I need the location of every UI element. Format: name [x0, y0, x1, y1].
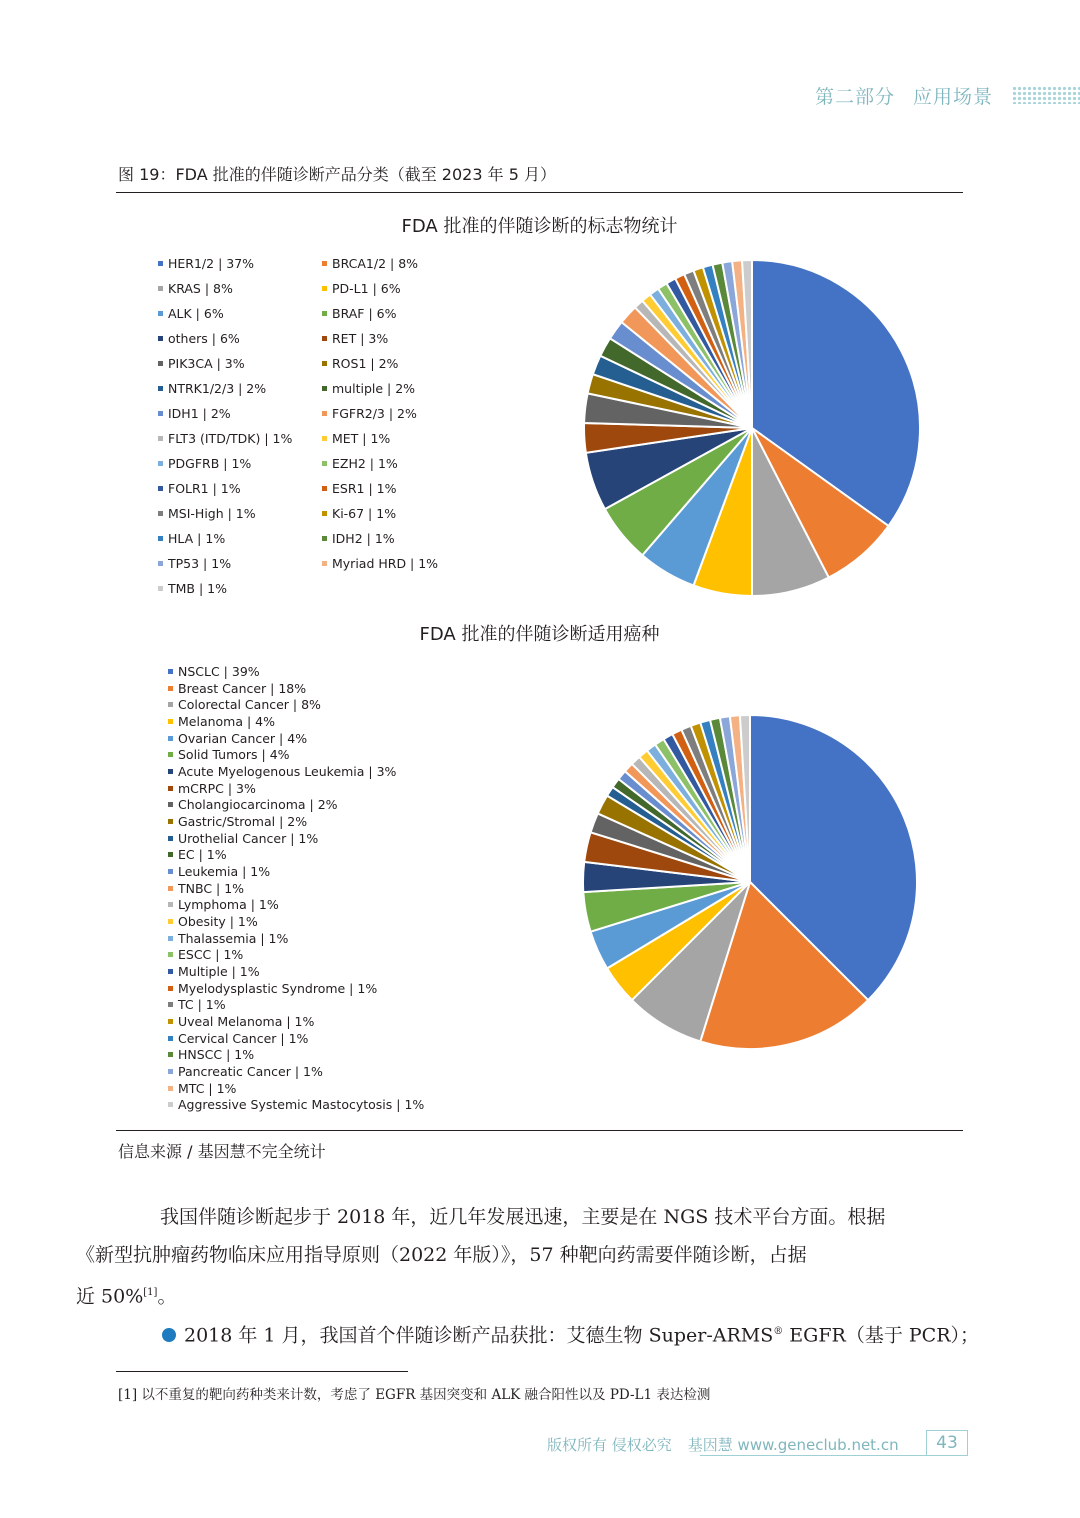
- legend-item: [168, 914, 258, 929]
- pie-slice-cholangiocarcinoma: [591, 813, 750, 882]
- pie-slice-pancreatic-cancer: [720, 716, 750, 882]
- pie-slice-tmb: [742, 260, 752, 428]
- legend-label: ROS1 | 2%: [332, 356, 399, 371]
- footnote-rule: [116, 1371, 408, 1372]
- legend-item: [158, 381, 266, 396]
- legend-item: [158, 406, 231, 421]
- legend-label: Thalassemia | 1%: [178, 930, 289, 946]
- legend-swatch: [322, 511, 327, 516]
- legend-item: [168, 714, 275, 729]
- legend-item: [168, 797, 338, 812]
- legend-item: [158, 331, 240, 346]
- pie-slice-lymphoma: [632, 757, 750, 882]
- chart2-title: FDA 批准的伴随诊断适用癌种: [419, 624, 660, 645]
- legend-swatch: [168, 1019, 173, 1024]
- legend-item: [158, 556, 231, 571]
- chart1-title: FDA 批准的伴随诊断的标志物统计: [401, 216, 678, 237]
- legend-label: TP53 | 1%: [168, 556, 232, 571]
- legend-label: FOLR1 | 1%: [168, 481, 241, 496]
- pie-slice-ros1: [588, 374, 752, 428]
- legend-item: [168, 731, 307, 746]
- legend-item: [322, 556, 438, 571]
- pie-slice-hnscc: [710, 718, 750, 882]
- legend-label: HLA | 1%: [168, 531, 226, 546]
- legend-swatch: [322, 311, 327, 316]
- legend-label: Pancreatic Cancer | 1%: [178, 1063, 323, 1079]
- legend-swatch: [322, 411, 327, 416]
- legend-swatch: [168, 1052, 173, 1057]
- pie-slice-cervical-cancer: [700, 720, 750, 882]
- legend-swatch: [158, 561, 163, 566]
- legend-label: BRCA1/2 | 8%: [332, 256, 419, 271]
- pie-slice-myelodysplastic-syndrome: [672, 730, 750, 882]
- paragraph-end: 。: [157, 1285, 177, 1308]
- legend-label: MTC | 1%: [178, 1080, 237, 1096]
- legend-label: Acute Myelogenous Leukemia | 3%: [178, 763, 397, 779]
- legend-label: ALK | 6%: [168, 306, 224, 321]
- pie-slice-myriad-hrd: [732, 260, 752, 428]
- legend-item: [168, 697, 321, 712]
- legend-swatch: [168, 1002, 173, 1007]
- paragraph-line-3: [76, 1274, 176, 1315]
- pie-slice-tc: [681, 726, 750, 882]
- legend-label: IDH1 | 2%: [168, 406, 231, 421]
- pie-slice-flt3-itd-tdk-: [635, 301, 752, 428]
- legend-swatch: [158, 361, 163, 366]
- legend-swatch: [168, 669, 173, 674]
- legend-item: [168, 847, 227, 862]
- pie-slice-aggressive-systemic-mastocytosis: [740, 715, 750, 882]
- legend-item: [158, 306, 224, 321]
- legend-item: [168, 1014, 314, 1029]
- legend-swatch: [158, 586, 163, 591]
- legend-swatch: [168, 686, 173, 691]
- legend-swatch: [168, 702, 173, 707]
- legend-swatch: [168, 752, 173, 757]
- legend-label: Myelodysplastic Syndrome | 1%: [178, 980, 378, 996]
- legend-swatch: [158, 336, 163, 341]
- legend-swatch: [168, 1102, 173, 1107]
- legend-swatch: [322, 461, 327, 466]
- pie-slice-fgfr2-3: [622, 307, 752, 428]
- legend-swatch: [168, 1086, 173, 1091]
- legend-label: ESR1 | 1%: [332, 481, 397, 496]
- legend-label: Uveal Melanoma | 1%: [178, 1013, 315, 1029]
- bullet-text-a: 2018 年 1 月，我国首个伴随诊断产品获批：艾德生物 Super-ARMS: [184, 1324, 774, 1347]
- legend-item: [158, 506, 256, 521]
- pie-slice-breast-cancer: [700, 882, 868, 1049]
- legend-swatch: [168, 952, 173, 957]
- page-number: 43: [926, 1430, 968, 1456]
- pie-slice-ezh2: [658, 283, 752, 428]
- legend-label: mCRPC | 3%: [178, 780, 256, 796]
- legend-item: [322, 506, 396, 521]
- legend-item: [158, 431, 292, 446]
- legend-swatch: [158, 411, 163, 416]
- legend-swatch: [158, 261, 163, 266]
- legend-label: IDH2 | 1%: [332, 531, 395, 546]
- pie-slice-ntrk1-2-3: [593, 356, 752, 428]
- footnote: [1] 以不重复的靶向药种类来计数，考虑了 EGFR 基因突变和 ALK 融合阳性以及 PD-L1 表达检测: [118, 1387, 711, 1403]
- legend-swatch: [168, 919, 173, 924]
- legend-swatch: [322, 436, 327, 441]
- legend-label: TC | 1%: [178, 997, 226, 1013]
- figure-title: 图 19：FDA 批准的伴随诊断产品分类（截至 2023 年 5 月）: [118, 165, 556, 184]
- legend-label: RET | 3%: [332, 331, 389, 346]
- legend-label: Lymphoma | 1%: [178, 897, 279, 913]
- legend-label: MET | 1%: [332, 431, 391, 446]
- legend-label: Leukemia | 1%: [178, 863, 271, 879]
- legend-label: Ki-67 | 1%: [332, 506, 397, 521]
- legend-label: Aggressive Systemic Mastocytosis | 1%: [178, 1097, 425, 1113]
- legend-label: PDGFRB | 1%: [168, 456, 252, 471]
- legend-label: PD-L1 | 6%: [332, 281, 401, 296]
- pie-slice-escc: [655, 739, 750, 882]
- pie-slice-mtc: [730, 715, 750, 882]
- legend-label: Obesity | 1%: [178, 913, 258, 929]
- figure-source: 信息来源 / 基因慧不完全统计: [118, 1142, 326, 1161]
- legend-swatch: [322, 386, 327, 391]
- pie-slice-idh2: [713, 263, 752, 428]
- legend-label: Multiple | 1%: [178, 963, 260, 979]
- legend-item: [322, 406, 417, 421]
- legend-label: EZH2 | 1%: [332, 456, 398, 471]
- pie-slice-ec: [613, 779, 750, 882]
- footer-site-link[interactable]: 基因慧 www.geneclub.net.cn: [687, 1436, 899, 1454]
- legend-label: ESCC | 1%: [178, 947, 244, 963]
- legend-swatch: [158, 486, 163, 491]
- legend-item: [168, 1031, 308, 1046]
- pie-slice-multiple: [600, 338, 752, 428]
- legend-item: [168, 681, 306, 696]
- legend-swatch: [168, 852, 173, 857]
- legend-item: [158, 281, 233, 296]
- legend-swatch: [168, 869, 173, 874]
- legend-item: [168, 664, 260, 679]
- pie-slice-idh1: [610, 322, 752, 428]
- legend-label: Urothelial Cancer | 1%: [178, 830, 319, 846]
- legend-swatch: [322, 536, 327, 541]
- legend-item: [168, 947, 243, 962]
- legend-item: [158, 356, 245, 371]
- legend-item: [322, 256, 418, 271]
- legend-swatch: [158, 311, 163, 316]
- legend-item: [168, 931, 288, 946]
- footnote-ref[interactable]: [1]: [143, 1287, 158, 1298]
- pie-slice-pd-l1: [694, 428, 752, 596]
- header-subsection: 应用场景: [913, 86, 994, 108]
- pie-slice-esr1: [675, 274, 752, 428]
- legend-swatch: [168, 986, 173, 991]
- legend-swatch: [168, 786, 173, 791]
- pie-slice-obesity: [639, 751, 750, 882]
- legend-swatch: [168, 969, 173, 974]
- legend-item: [168, 1064, 323, 1079]
- legend-label: MSI-High | 1%: [168, 506, 256, 521]
- legend-label: TNBC | 1%: [178, 880, 245, 896]
- legend-swatch: [168, 836, 173, 841]
- legend-label: Melanoma | 4%: [178, 713, 276, 729]
- pie-slice-alk: [642, 428, 752, 585]
- legend-label: NSCLC | 39%: [178, 664, 260, 679]
- legend-swatch: [168, 736, 173, 741]
- legend-label: Colorectal Cancer | 8%: [178, 697, 321, 713]
- legend-item: [158, 481, 241, 496]
- pie-slice-mcrpc: [584, 832, 750, 882]
- pie-slice-leukemia: [619, 771, 750, 882]
- legend-item: [322, 356, 398, 371]
- header-section: [815, 82, 1011, 109]
- header-part: 第二部分: [815, 86, 896, 108]
- legend-item: [168, 881, 244, 896]
- footer-underline: [700, 1455, 930, 1456]
- bullet-text-b: EGFR（基于 PCR）；: [783, 1324, 980, 1347]
- pie-slice-acute-myelogenous-leukemia: [583, 862, 750, 892]
- legend-label: KRAS | 8%: [168, 281, 233, 296]
- legend-item: [168, 981, 377, 996]
- legend-swatch: [168, 1036, 173, 1041]
- legend-label: Cervical Cancer | 1%: [178, 1030, 309, 1046]
- legend-item: [158, 256, 254, 271]
- legend-label: NTRK1/2/3 | 2%: [168, 381, 267, 396]
- legend-label: others | 6%: [168, 331, 240, 346]
- legend-swatch: [322, 486, 327, 491]
- legend-label: Breast Cancer | 18%: [178, 680, 307, 696]
- pie-slice-met: [642, 294, 752, 428]
- pie-slice-braf: [605, 428, 752, 555]
- legend-swatch: [322, 361, 327, 366]
- pie-slice-msi-high: [684, 271, 752, 428]
- legend-label: PIK3CA | 3%: [168, 356, 245, 371]
- legend-item: [168, 814, 307, 829]
- legend-item: [168, 1047, 254, 1062]
- legend-label: TMB | 1%: [168, 581, 227, 596]
- legend-swatch: [158, 436, 163, 441]
- legend-swatch: [168, 1069, 173, 1074]
- pie-slice-tnbc: [625, 764, 750, 882]
- legend-item: [322, 306, 396, 321]
- pie-slice-uveal-melanoma: [691, 723, 750, 882]
- legend-swatch: [168, 886, 173, 891]
- legend-label: Myriad HRD | 1%: [332, 556, 439, 571]
- legend-swatch: [322, 261, 327, 266]
- pie-slice-pik3ca: [584, 393, 752, 428]
- bullet-item: [162, 1313, 1010, 1354]
- pie-slice-solid-tumors: [583, 882, 750, 932]
- legend-item: [168, 964, 260, 979]
- pie-slice-brca1-2: [752, 428, 888, 577]
- legend-item: [322, 531, 395, 546]
- legend-item: [168, 864, 270, 879]
- legend-label: HNSCC | 1%: [178, 1047, 255, 1063]
- legend-swatch: [322, 336, 327, 341]
- legend-label: HER1/2 | 37%: [168, 256, 255, 271]
- footer-rights: 版权所有 侵权必究: [547, 1436, 672, 1454]
- legend-label: BRAF | 6%: [332, 306, 397, 321]
- legend-label: EC | 1%: [178, 847, 227, 863]
- legend-swatch: [168, 769, 173, 774]
- legend-item: [322, 456, 398, 471]
- legend-swatch: [158, 511, 163, 516]
- legend-swatch: [168, 936, 173, 941]
- legend-item: [168, 781, 256, 796]
- legend-swatch: [158, 461, 163, 466]
- paragraph-line-2: 《新型抗肿瘤药物临床应用指导原则（2022 年版）》，57 种靶向药需要伴随诊断，占据: [76, 1244, 807, 1266]
- legend-label: Cholangiocarcinoma | 2%: [178, 797, 338, 813]
- legend-item: [322, 431, 390, 446]
- legend-item: [168, 1097, 424, 1112]
- pie-slice-nsclc: [750, 715, 917, 1000]
- footer: [547, 1434, 899, 1455]
- pie-slice-multiple: [664, 734, 750, 882]
- body-paragraph: [76, 1198, 966, 1315]
- pie-slice-ret: [584, 423, 752, 453]
- pie-slice-ovarian-cancer: [591, 882, 750, 968]
- legend-item: [168, 997, 226, 1012]
- legend-swatch: [168, 802, 173, 807]
- legend-item: [322, 281, 401, 296]
- paragraph-line-1: 我国伴随诊断起步于 2018 年，近几年发展迅速，主要是在 NGS 技术平台方面。根据: [160, 1206, 886, 1228]
- legend-swatch: [322, 561, 327, 566]
- legend-item: [168, 747, 290, 762]
- legend-swatch: [168, 902, 173, 907]
- header-dot-pattern: [1012, 86, 1080, 104]
- legend-item: [322, 331, 388, 346]
- legend-item: [168, 764, 396, 779]
- legend-item: [158, 456, 251, 471]
- legend-item: [322, 381, 415, 396]
- paragraph-text: 近 50%: [76, 1285, 144, 1308]
- legend-swatch: [158, 536, 163, 541]
- figure-top-rule: [116, 192, 963, 193]
- legend-swatch: [168, 819, 173, 824]
- legend-item: [158, 531, 225, 546]
- legend-item: [158, 581, 227, 596]
- pie-slice-her1-2: [752, 260, 920, 526]
- legend-item: [322, 481, 396, 496]
- legend-label: multiple | 2%: [332, 381, 416, 396]
- legend-item: [168, 831, 318, 846]
- pie-slice-colorectal-cancer: [632, 882, 750, 1041]
- legend-label: FGFR2/3 | 2%: [332, 406, 417, 421]
- pie-slice-thalassemia: [647, 745, 750, 882]
- pie-slice-gastric-stromal: [598, 796, 750, 882]
- legend-swatch: [158, 286, 163, 291]
- pie-slice-melanoma: [607, 882, 750, 1000]
- legend-swatch: [168, 719, 173, 724]
- bullet-dot-icon: [162, 1328, 176, 1342]
- pie-slice-kras: [752, 428, 829, 596]
- legend-label: Ovarian Cancer | 4%: [178, 730, 308, 746]
- legend-label: FLT3 (ITD/TDK) | 1%: [168, 431, 293, 446]
- legend-label: Gastric/Stromal | 2%: [178, 813, 308, 829]
- pie-slice-tp53: [722, 261, 752, 428]
- pie-slice-hla: [703, 265, 752, 428]
- legend-item: [168, 897, 279, 912]
- legend-label: Solid Tumors | 4%: [178, 747, 290, 763]
- pie-slice-folr1: [667, 279, 752, 428]
- legend-swatch: [158, 386, 163, 391]
- registered-mark: ®: [773, 1326, 784, 1337]
- pie-slice-pdgfrb: [650, 289, 752, 428]
- pie-slice-urothelial-cancer: [607, 787, 750, 882]
- pie-slice-others: [586, 428, 752, 509]
- figure-bottom-rule: [116, 1130, 963, 1131]
- pie-slice-ki-67: [694, 267, 752, 428]
- legend-item: [168, 1081, 236, 1096]
- legend-swatch: [322, 286, 327, 291]
